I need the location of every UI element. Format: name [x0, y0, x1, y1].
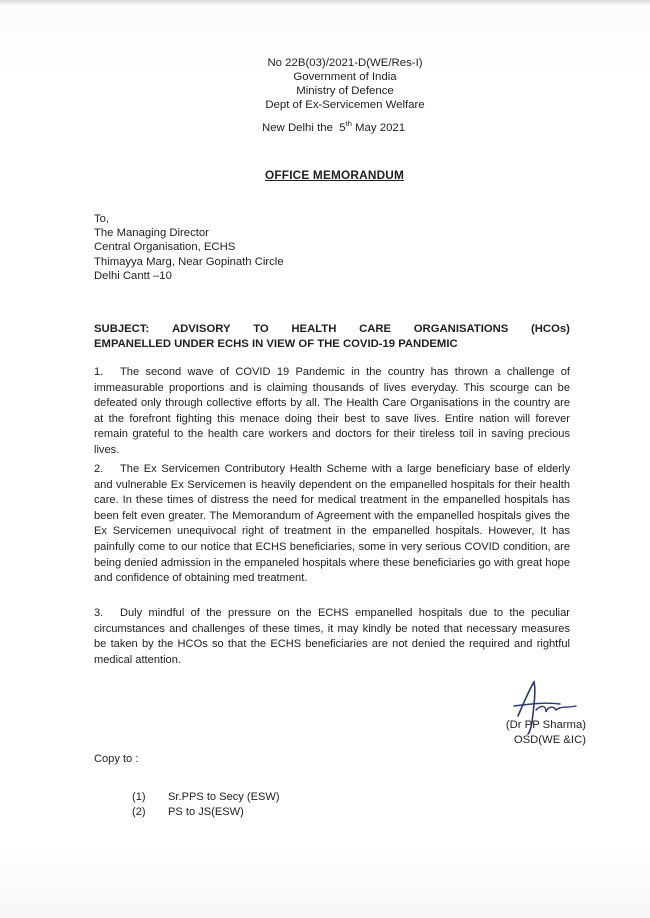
addressee-line: Central Organisation, ECHS — [94, 241, 236, 254]
addressee-block — [94, 212, 284, 283]
subject-word: ADVISORY — [171, 323, 231, 335]
letterhead — [250, 56, 440, 112]
subject-word: ORGANISATIONS — [413, 323, 509, 335]
copy-to-label: Copy to : — [94, 753, 139, 765]
date-ordinal: th — [345, 119, 352, 129]
reference-number: No 22B(03)/2021-D(WE/Res-I) — [267, 57, 423, 69]
subject-block — [94, 322, 570, 352]
to-label: To, — [94, 213, 110, 225]
subject-word: TO — [253, 323, 269, 335]
subject-word: HEALTH — [291, 323, 337, 335]
paragraph-2 — [94, 462, 570, 587]
copy-to-item — [132, 790, 280, 805]
subject-line-1 — [94, 322, 570, 337]
copy-to-item — [132, 805, 280, 820]
date-prefix: New Delhi the — [262, 122, 333, 134]
document-date — [262, 119, 406, 134]
paragraph-text: Duly mindful of the pressure on the ECHS empanelled hospitals due to the peculiar circumstances and challenges of these times, it may kindly be noted that necessary measures be taken by the HCOs so that the ECHS beneficiaries are not denied the required and rightful medical attention. — [94, 607, 570, 666]
copy-to-list — [132, 790, 280, 819]
paragraph-number: 2. — [94, 463, 104, 475]
signatory-block — [494, 718, 586, 748]
subject-word: CARE — [359, 323, 392, 335]
scan-edge — [0, 0, 650, 6]
paragraph-number: 1. — [94, 366, 104, 378]
copy-to-recipient: PS to JS(ESW) — [168, 805, 244, 818]
paragraph-text: The Ex Servicemen Contributory Health Scheme with a large beneficiary base of elderly and vulnerable Ex Servicemen is heavily dependent on the empanelled hospitals for their health care. In these times of distress the need for medical treatment in the empanelled hospitals has been felt even greater. The Memorandum of Agreement with the empanelled hospitals gives the Ex Servicemen unequivocal right of treatment in the empanelled hospitals. However, It has painfully come to our notice that ECHS beneficiaries, some in very serious COVID condition, are being denied admission in the empaneled hospitals where these beneficiaries go with great hope and confidence of obtaining med treatment. — [94, 463, 570, 585]
date-day: 5 — [339, 122, 346, 134]
signatory-designation: OSD(WE &IC) — [513, 734, 586, 746]
subject-word: (HCOs) — [531, 323, 570, 335]
subject-word: SUBJECT: — [94, 323, 150, 335]
addressee-line: The Managing Director — [94, 227, 209, 240]
paragraph-number: 3. — [94, 607, 104, 619]
paragraph-text: The second wave of COVID 19 Pandemic in the country has thrown a challenge of immeasurable proportions and is claiming thousands of lives everyday. This scourge can be defeated only through collective efforts by all. The Health Care Organisations in the country are at the forefront fighting this menace doing their best to save lives. Entire nation will forever remain grateful to the health care workers and doctors for their tireless toil in saving precious lives. — [94, 366, 570, 456]
ministry-line: Ministry of Defence — [296, 85, 394, 97]
signatory-name: (Dr PP Sharma) — [505, 719, 586, 731]
copy-to-number: (2) — [132, 805, 146, 818]
date-rest: May 2021 — [355, 122, 406, 134]
addressee-line: Thimayya Marg, Near Gopinath Circle — [94, 255, 284, 268]
copy-to-recipient: Sr.PPS to Secy (ESW) — [168, 791, 280, 803]
paragraph-1 — [94, 365, 570, 459]
copy-to-number: (1) — [132, 791, 146, 803]
department-line: Dept of Ex-Servicemen Welfare — [265, 99, 425, 111]
government-line: Government of India — [293, 71, 397, 83]
subject-line-2: EMPANELLED UNDER ECHS IN VIEW OF THE COVID-19 PANDEMIC — [94, 338, 458, 350]
paragraph-3 — [94, 606, 570, 668]
memo-title: OFFICE MEMORANDUM — [265, 168, 405, 182]
addressee-line: Delhi Cantt –10 — [94, 269, 172, 282]
